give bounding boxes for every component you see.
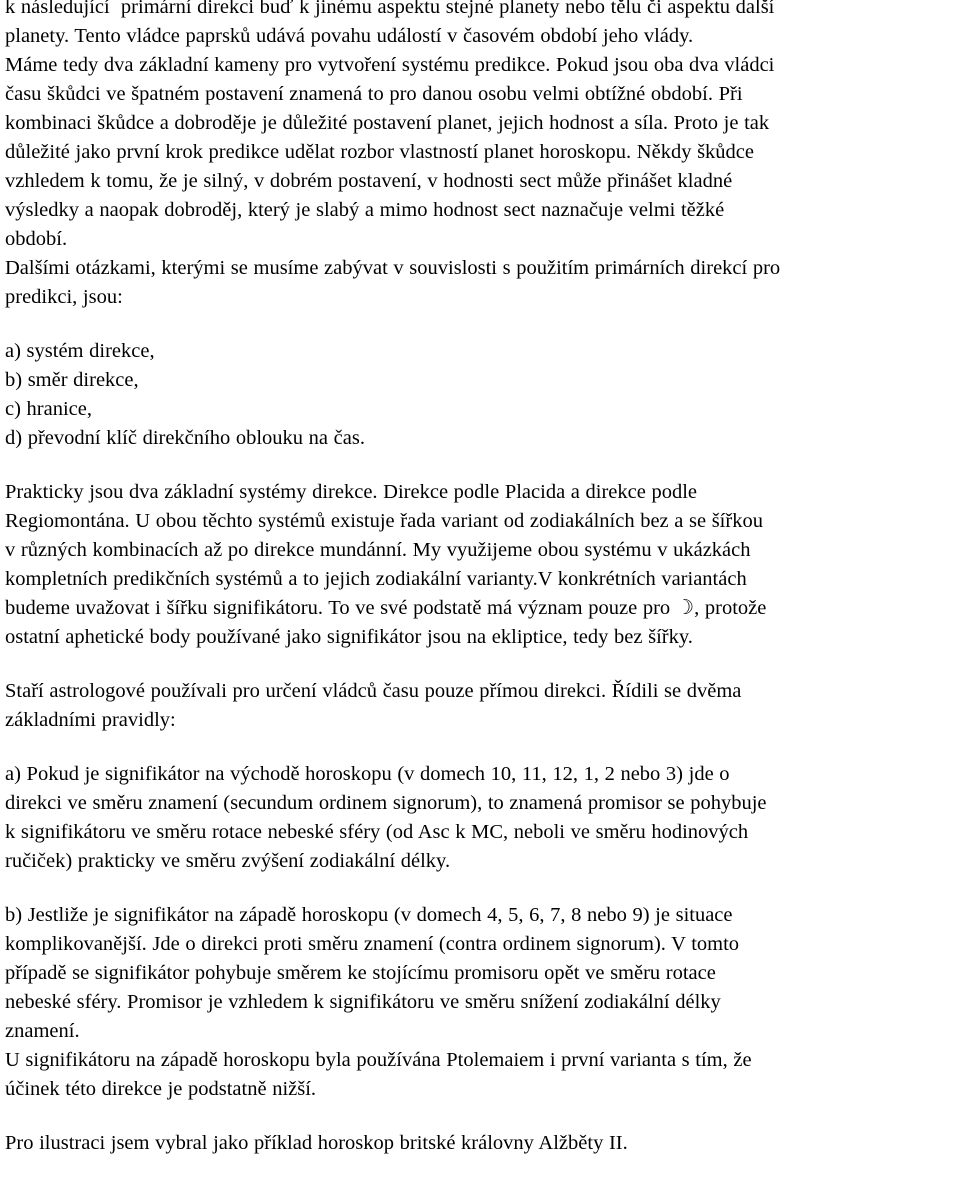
text-line: komplikovanější. Jde o direkci proti směru znamení (contra ordinem signorum). V tomto (5, 933, 740, 955)
list-item: b) směr direkce, (5, 369, 139, 391)
spacer (5, 453, 955, 478)
paragraph-intro (5, 0, 955, 312)
text-line: Dalšími otázkami, kterými se musíme zabývat v souvislosti s použitím primárních direkcí pro (5, 257, 781, 279)
paragraph-rule-b (5, 901, 955, 1104)
spacer (5, 876, 955, 901)
text-line: kompletních predikčních systémů a to jejich zodiakální varianty.V konkrétních variantách (5, 568, 747, 590)
text-line: ručiček) prakticky ve směru zvýšení zodiakální délky. (5, 850, 451, 872)
text-line: kombinaci škůdce a dobroděje je důležité postavení planet, jejich hodnost a síla. Proto je tak (5, 112, 770, 134)
paragraph-old-astrologers (5, 677, 955, 735)
text-line: Regiomontána. U obou těchto systémů existuje řada variant od zodiakálních bez a se šířkou (5, 510, 763, 532)
text-line: direkci ve směru znamení (secundum ordinem signorum), to znamená promisor se pohybuje (5, 792, 767, 814)
text-line: výsledky a naopak dobroděj, který je slabý a mimo hodnost sect naznačuje velmi těžké (5, 199, 725, 221)
text-line: důležité jako první krok predikce udělat rozbor vlastností planet horoskopu. Někdy škůdce (5, 141, 754, 163)
text-line: predikci, jsou: (5, 286, 123, 308)
list-item: d) převodní klíč direkčního oblouku na čas. (5, 427, 365, 449)
text-line: U signifikátoru na západě horoskopu byla používána Ptolemaiem i první varianta s tím, že (5, 1049, 752, 1071)
text-line: Máme tedy dva základní kameny pro vytvoření systému predikce. Pokud jsou oba dva vládci (5, 54, 775, 76)
text-line: případě se signifikátor pohybuje směrem ke stojícímu promisoru opět ve směru rotace (5, 962, 716, 984)
text-line: období. (5, 228, 68, 250)
text-line: základními pravidly: (5, 709, 176, 731)
text-line: budeme uvažovat i šířku signifikátoru. To ve své podstatě má význam pouze pro ☽, protože (5, 597, 767, 619)
text-line: Pro ilustraci jsem vybral jako příklad horoskop britské královny Alžběty II. (5, 1132, 628, 1154)
text-line: nebeské sféry. Promisor je vzhledem k signifikátoru ve směru snížení zodiakální délky (5, 991, 721, 1013)
spacer (5, 652, 955, 677)
list-item: a) systém direkce, (5, 340, 155, 362)
text-line: v různých kombinacích až po direkce mundánní. My využijeme obou systému v ukázkách (5, 539, 751, 561)
text-line: planety. Tento vládce paprsků udává povahu událostí v časovém období jeho vlády. (5, 25, 694, 47)
list-item: c) hranice, (5, 398, 92, 420)
spacer (5, 735, 955, 760)
text-line: ostatní aphetické body používané jako signifikátor jsou na ekliptice, tedy bez šířky. (5, 626, 693, 648)
text-line: znamení. (5, 1020, 80, 1042)
paragraph-rule-a (5, 760, 955, 876)
text-line: účinek této direkce je podstatně nižší. (5, 1078, 317, 1100)
text-line: Prakticky jsou dva základní systémy direkce. Direkce podle Placida a direkce podle (5, 481, 698, 503)
text-line: vzhledem k tomu, že je silný, v dobrém postavení, v hodnosti sect může přinášet kladné (5, 170, 733, 192)
spacer (5, 1104, 955, 1129)
text-line: času škůdci ve špatném postavení znamená to pro danou osobu velmi obtížné období. Při (5, 83, 743, 105)
text-line: b) Jestliže je signifikátor na západě horoskopu (v domech 4, 5, 6, 7, 8 nebo 9) je situace (5, 904, 733, 926)
text-line: Staří astrologové používali pro určení vládců času pouze přímou direkci. Řídili se dvěma (5, 680, 742, 702)
spacer (5, 312, 955, 337)
paragraph-illustration (5, 1129, 955, 1158)
list-direction-questions (5, 337, 955, 453)
text-line: k signifikátoru ve směru rotace nebeské sféry (od Asc k MC, neboli ve směru hodinových (5, 821, 749, 843)
text-line: a) Pokud je signifikátor na východě horoskopu (v domech 10, 11, 12, 1, 2 nebo 3) jde o (5, 763, 730, 785)
paragraph-systems (5, 478, 955, 652)
text-line: k následující primární direkci buď k jinému aspektu stejné planety nebo tělu či aspektu další (5, 0, 775, 18)
